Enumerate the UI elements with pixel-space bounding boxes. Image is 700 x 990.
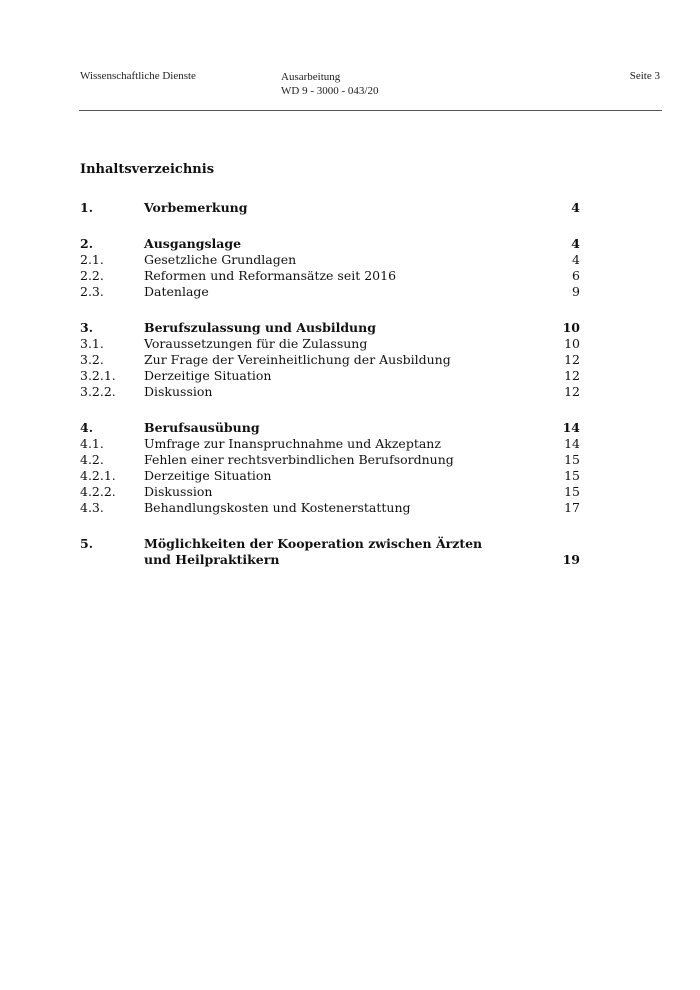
toc-entry-page: 14 <box>562 420 580 435</box>
toc-entry-page: 17 <box>564 500 580 515</box>
toc-entry-title: Umfrage zur Inanspruchnahme und Akzeptanz <box>144 436 441 451</box>
toc-entry-page: 4 <box>571 200 580 215</box>
toc-entry-page: 14 <box>564 436 580 451</box>
toc-entry-number: 1. <box>80 200 94 215</box>
toc-entry-title: Diskussion <box>144 384 213 399</box>
toc-entry-page: 10 <box>564 336 580 351</box>
toc-entry-title: Derzeitige Situation <box>144 368 272 383</box>
toc-entry-title: Möglichkeiten der Kooperation zwischen Ärzten und Heilpraktikern <box>144 536 483 567</box>
toc-entry-title: Fehlen einer rechtsverbindlichen Berufsordnung <box>144 452 454 467</box>
toc-entry-title: Berufszulassung und Ausbildung <box>144 320 376 335</box>
toc-entry-number: 4.3. <box>80 500 104 515</box>
toc-entry-page: 15 <box>564 484 580 499</box>
header-page-number: Seite 3 <box>629 70 660 82</box>
toc-entry-title: Gesetzliche Grundlagen <box>144 252 297 267</box>
toc-entry-page: 19 <box>562 552 580 567</box>
toc-entry-page: 9 <box>572 284 580 299</box>
toc-entry-number: 2.3. <box>80 284 104 299</box>
toc-entry-number: 3.2. <box>80 352 104 367</box>
header-divider <box>79 110 662 111</box>
toc-entry-title: Zur Frage der Vereinheitlichung der Ausbildung <box>144 352 451 367</box>
toc-entry-page: 4 <box>571 236 580 251</box>
toc-entry[interactable] <box>80 352 580 368</box>
toc-entry-number: 2. <box>80 236 94 251</box>
toc-entry-page: 10 <box>562 320 580 335</box>
toc-entry[interactable] <box>80 252 580 268</box>
toc-entry-page: 15 <box>564 468 580 483</box>
toc-entry[interactable] <box>80 320 580 336</box>
header-department: Wissenschaftliche Dienste <box>80 70 196 82</box>
toc-entry[interactable] <box>80 368 580 384</box>
toc-entry-number: 4.2.2. <box>80 484 116 499</box>
toc-title: Inhaltsverzeichnis <box>80 162 215 177</box>
toc-entry-number: 3. <box>80 320 94 335</box>
toc-entry-title: Datenlage <box>144 284 209 299</box>
toc-entry[interactable] <box>80 336 580 352</box>
toc-entry-number: 2.1. <box>80 252 104 267</box>
toc-entry-number: 3.2.1. <box>80 368 116 383</box>
header-document-type: Ausarbeitung <box>281 71 341 83</box>
toc-entry[interactable] <box>80 384 580 400</box>
toc-entry-title: Behandlungskosten und Kostenerstattung <box>144 500 411 515</box>
toc-entry-number: 5. <box>80 536 94 551</box>
header-document-number: WD 9 - 3000 - 043/20 <box>281 85 379 97</box>
toc-entry[interactable] <box>80 200 580 216</box>
toc-entry[interactable] <box>80 236 580 252</box>
toc-entry-number: 3.2.2. <box>80 384 116 399</box>
toc-entry-number: 4. <box>80 420 94 435</box>
toc-entry-page: 6 <box>572 268 580 283</box>
toc-entry[interactable] <box>80 452 580 468</box>
toc-entry-page: 12 <box>564 384 580 399</box>
toc-entry-title: Vorbemerkung <box>144 200 248 215</box>
toc-entry[interactable] <box>80 484 580 500</box>
toc-entry-number: 4.2.1. <box>80 468 116 483</box>
toc-entry-page: 4 <box>572 252 580 267</box>
toc-entry[interactable] <box>80 468 580 484</box>
toc-entry-title: Berufsausübung <box>144 420 260 435</box>
toc-entry-number: 3.1. <box>80 336 104 351</box>
toc-entry-title: Reformen und Reformansätze seit 2016 <box>144 268 397 283</box>
toc-entry-page: 15 <box>564 452 580 467</box>
toc-entry-number: 4.1. <box>80 436 104 451</box>
toc-entry-page: 12 <box>564 352 580 367</box>
toc-entry[interactable] <box>80 420 580 436</box>
toc-entry[interactable] <box>80 284 580 300</box>
toc-entry[interactable] <box>80 536 580 568</box>
toc-entry-number: 4.2. <box>80 452 104 467</box>
toc-entry[interactable] <box>80 436 580 452</box>
toc-entry-title: Ausgangslage <box>144 236 242 251</box>
toc-entry[interactable] <box>80 268 580 284</box>
toc-entry-page: 12 <box>564 368 580 383</box>
toc-entry-title: Diskussion <box>144 484 213 499</box>
toc-entry-title: Voraussetzungen für die Zulassung <box>144 336 368 351</box>
table-of-contents <box>80 200 580 568</box>
toc-entry[interactable] <box>80 500 580 516</box>
header-document-info <box>281 70 378 98</box>
toc-entry-title: Derzeitige Situation <box>144 468 272 483</box>
toc-entry-number: 2.2. <box>80 268 104 283</box>
